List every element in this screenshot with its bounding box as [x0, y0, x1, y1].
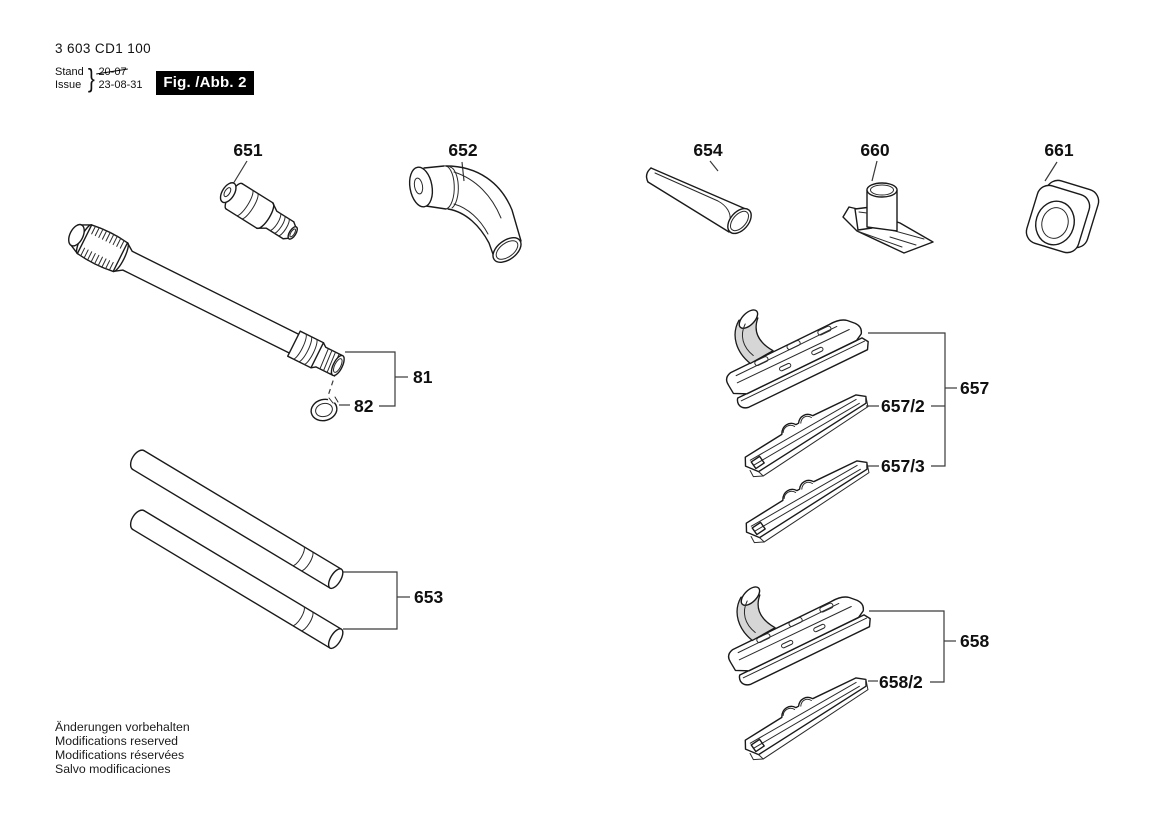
- part-drawing-81-tube: [63, 217, 350, 384]
- part-label-661: 661: [1044, 140, 1074, 160]
- notice-line-es: Salvo modificaciones: [55, 761, 171, 776]
- part-drawing-652-elbow: [407, 165, 526, 267]
- notice-line-de: Änderungen vorbehalten: [55, 720, 190, 734]
- part-drawing-654-crevice-nozzle: [647, 168, 756, 238]
- part-drawing-651-adapter: [215, 177, 303, 248]
- part-label-658: 658: [960, 631, 990, 651]
- part-drawing-658-floor-nozzle: [705, 546, 874, 689]
- part-label-82: 82: [354, 396, 374, 416]
- part-label-651: 651: [233, 140, 263, 160]
- part-label-658-2: 658/2: [879, 672, 923, 692]
- part-label-657: 657: [960, 378, 990, 398]
- part-label-81: 81: [413, 367, 433, 387]
- part-drawing-658-2-insert: [737, 668, 876, 764]
- part-label-660: 660: [860, 140, 890, 160]
- figure-badge: Fig. /Abb. 2: [156, 71, 254, 95]
- part-drawing-82-ring: [309, 395, 340, 424]
- part-label-657-3: 657/3: [881, 456, 925, 476]
- issue-label: Issue: [55, 78, 82, 91]
- issue-date: 23-08-31: [98, 78, 143, 91]
- part-drawing-661-filter-pad: [1023, 177, 1101, 255]
- old-date-struck: 20-07: [98, 65, 127, 78]
- part-drawing-657-floor-nozzle: [703, 269, 872, 412]
- part-labels: [233, 140, 1073, 692]
- part-label-652: 652: [448, 140, 478, 160]
- part-drawing-653-tubes: [127, 447, 345, 650]
- modifications-notice: [55, 721, 190, 777]
- part-drawing-660-brush-nozzle: [843, 183, 933, 253]
- notice-line-en: Modifications reserved: [55, 733, 179, 748]
- part-label-654: 654: [693, 140, 723, 160]
- revision-brace: }: [87, 63, 95, 93]
- part-label-653: 653: [414, 587, 444, 607]
- notice-line-fr: Modifications réservées: [55, 747, 185, 762]
- leader-lines: [233, 161, 1057, 682]
- part-label-657-2: 657/2: [881, 396, 925, 416]
- stand-label: Stand: [55, 65, 84, 78]
- document-part-number: 3 603 CD1 100: [55, 41, 152, 56]
